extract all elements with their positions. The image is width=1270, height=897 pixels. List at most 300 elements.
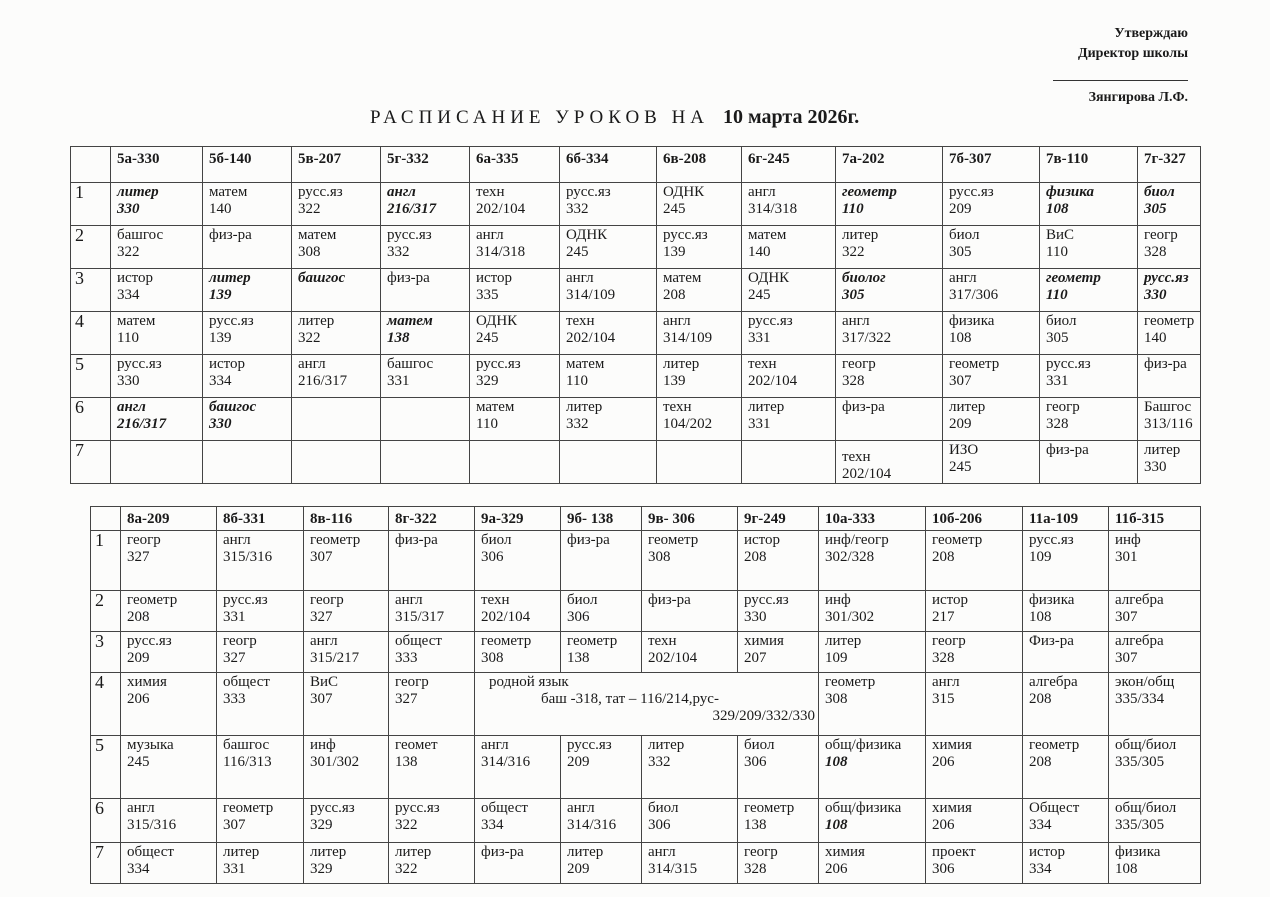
subject: матем: [117, 313, 156, 329]
subject: геогр: [744, 844, 778, 860]
subject: литер: [748, 399, 785, 415]
lesson-cell: [203, 398, 292, 441]
subject: Башгос: [1144, 399, 1192, 415]
lesson-cell: [560, 398, 657, 441]
lesson-cell: [304, 843, 389, 884]
lesson-cell: [475, 531, 561, 591]
lesson-cell: [292, 398, 381, 441]
subject: физ-ра: [648, 592, 691, 608]
class-header: 6а-335: [470, 147, 560, 183]
lesson-cell: [121, 673, 217, 736]
room: 202/104: [648, 650, 698, 666]
lesson-cell: [1040, 269, 1138, 312]
subject: русс.яз: [567, 737, 612, 753]
subject: геогр: [395, 674, 429, 690]
room: 140: [748, 244, 771, 260]
subject: химия: [825, 844, 865, 860]
lesson-cell: [1138, 226, 1201, 269]
subject: англ: [566, 270, 594, 286]
room: 330: [117, 201, 140, 217]
lesson-cell: [1138, 312, 1201, 355]
lesson-cell: [943, 355, 1040, 398]
subject: англ: [310, 633, 338, 649]
class-header: 9а-329: [475, 507, 561, 531]
subject: литер: [949, 399, 986, 415]
room: 322: [842, 244, 865, 260]
subject: башгос: [223, 737, 270, 753]
subject: алгебра: [1029, 674, 1078, 690]
subject: башгос: [298, 270, 346, 286]
lesson-cell: [1138, 398, 1201, 441]
room: 202/104: [842, 466, 892, 482]
header-corner: [91, 507, 121, 531]
lesson-cell: [742, 355, 836, 398]
room: 313/116: [1144, 416, 1193, 432]
table-row: [91, 799, 1201, 843]
subject: физ-ра: [1046, 442, 1089, 458]
room: 322: [298, 201, 321, 217]
subject: геометр: [481, 633, 532, 649]
room: 202/104: [566, 330, 616, 346]
table-row: [71, 226, 1201, 269]
room: 322: [395, 861, 418, 877]
lesson-cell: [926, 673, 1023, 736]
class-header: 5б-140: [203, 147, 292, 183]
lesson-cell: [470, 441, 560, 484]
signature-line: [1053, 64, 1188, 88]
room: 314/109: [566, 287, 616, 303]
subject: физика: [1029, 592, 1075, 608]
subject: физ-ра: [387, 270, 430, 286]
subject: геометр: [1046, 270, 1101, 286]
lesson-cell: [819, 843, 926, 884]
lesson-cell: [389, 632, 475, 673]
class-header: 7а-202: [836, 147, 943, 183]
subject: башгос: [387, 356, 434, 372]
subject: геометр: [648, 532, 699, 548]
subject: родной язык: [489, 674, 569, 690]
table-row: [71, 312, 1201, 355]
lesson-cell: [560, 355, 657, 398]
room-continued: 329/209/332/330: [712, 708, 815, 724]
room: 306: [567, 609, 590, 625]
lesson-cell: [389, 799, 475, 843]
subject: англ: [648, 844, 676, 860]
subject: русс.яз: [744, 592, 789, 608]
subject: русс.яз: [566, 184, 611, 200]
class-header: 5г-332: [381, 147, 470, 183]
room: 206: [127, 691, 150, 707]
subject: ОДНК: [663, 184, 705, 200]
class-header: 6г-245: [742, 147, 836, 183]
room: 110: [1046, 287, 1068, 303]
lesson-cell: [470, 269, 560, 312]
room: 138: [567, 650, 590, 666]
subject: русс.яз: [1046, 356, 1091, 372]
lesson-cell: [1023, 531, 1109, 591]
subject: ИЗО: [949, 442, 979, 458]
class-header: 7б-307: [943, 147, 1040, 183]
lesson-cell: [381, 226, 470, 269]
subject: русс.яз: [476, 356, 521, 372]
class-header: 11б-315: [1109, 507, 1201, 531]
room: 216/317: [117, 416, 167, 432]
room: 209: [949, 416, 972, 432]
lesson-cell: [926, 531, 1023, 591]
room: 305: [1144, 201, 1167, 217]
subject: русс.яз: [748, 313, 793, 329]
subject: истор: [209, 356, 246, 372]
lesson-cell: [1040, 355, 1138, 398]
lesson-cell: [381, 398, 470, 441]
lesson-cell: [121, 632, 217, 673]
room: 209: [127, 650, 150, 666]
subject: истор: [476, 270, 513, 286]
subject: биол: [744, 737, 775, 753]
lesson-cell: [111, 183, 203, 226]
room: 301/302: [825, 609, 875, 625]
lesson-number: 6: [91, 799, 121, 843]
lesson-number: 5: [91, 736, 121, 799]
class-header: 8г-322: [389, 507, 475, 531]
room: 329: [310, 861, 333, 877]
lesson-cell: [111, 269, 203, 312]
lesson-cell: [470, 355, 560, 398]
room: 217: [932, 609, 955, 625]
subject: башгос: [209, 399, 257, 415]
lesson-cell: [657, 355, 742, 398]
subject: литер: [209, 270, 251, 286]
lesson-cell: [926, 736, 1023, 799]
subject: литер: [566, 399, 603, 415]
header-row: [91, 507, 1201, 531]
room: 208: [744, 549, 767, 565]
lesson-cell: [561, 632, 642, 673]
subject: англ: [663, 313, 691, 329]
class-header: 9г-249: [738, 507, 819, 531]
title-text: РАСПИСАНИЕ УРОКОВ НА: [370, 107, 710, 128]
subject: техн: [842, 449, 871, 465]
lesson-number: 4: [91, 673, 121, 736]
room: 104/202: [663, 416, 713, 432]
subject: русс.яз: [663, 227, 708, 243]
subject: биолог: [842, 270, 886, 286]
room: 110: [476, 416, 498, 432]
room: 328: [932, 650, 955, 666]
subject: матем: [748, 227, 787, 243]
subject: матем: [298, 227, 337, 243]
lesson-cell: [121, 531, 217, 591]
schedule-table-lower: [90, 506, 1201, 884]
lesson-cell: [657, 312, 742, 355]
room: 305: [842, 287, 865, 303]
lesson-cell: [1040, 441, 1138, 484]
subject: Физ-ра: [1029, 633, 1074, 649]
lesson-cell: [292, 441, 381, 484]
subject: биол: [481, 532, 512, 548]
subject: литер: [663, 356, 700, 372]
subject: техн: [748, 356, 777, 372]
lesson-cell: [111, 226, 203, 269]
lesson-cell: [292, 312, 381, 355]
lesson-cell: [203, 355, 292, 398]
lesson-cell: [1109, 799, 1201, 843]
room: 331: [748, 330, 771, 346]
room: 322: [395, 817, 418, 833]
subject: англ: [298, 356, 326, 372]
class-header: 8б-331: [217, 507, 304, 531]
room: 314/316: [481, 754, 531, 770]
room: 209: [949, 201, 972, 217]
room: 307: [1115, 609, 1138, 625]
subject: химия: [932, 737, 972, 753]
class-header: 10б-206: [926, 507, 1023, 531]
subject: русс.яз: [127, 633, 172, 649]
lesson-cell: [560, 183, 657, 226]
lesson-cell: [304, 632, 389, 673]
subject: общест: [395, 633, 442, 649]
subject: физ-ра: [842, 399, 885, 415]
room: 245: [748, 287, 771, 303]
subject: химия: [744, 633, 784, 649]
subject: геогр: [127, 532, 161, 548]
room: 330: [1144, 459, 1167, 475]
lesson-cell: [738, 736, 819, 799]
lesson-cell: [642, 799, 738, 843]
room: 306: [744, 754, 767, 770]
subject: общест: [127, 844, 174, 860]
subject: геометр: [842, 184, 897, 200]
lesson-number: 1: [71, 183, 111, 226]
room: 245: [663, 201, 686, 217]
room: 334: [117, 287, 140, 303]
room: 335/334: [1115, 691, 1165, 707]
lesson-cell: [642, 531, 738, 591]
lesson-cell: [560, 441, 657, 484]
lesson-cell: [943, 269, 1040, 312]
subject: алгебра: [1115, 633, 1164, 649]
lesson-cell: [1109, 736, 1201, 799]
lesson-cell: [742, 183, 836, 226]
room: 306: [932, 861, 955, 877]
lesson-number: 1: [91, 531, 121, 591]
subject: матем: [663, 270, 702, 286]
lesson-cell: [292, 269, 381, 312]
lesson-cell: [819, 736, 926, 799]
subject: общест: [223, 674, 270, 690]
subject: геогр: [310, 592, 344, 608]
room: 208: [1029, 754, 1052, 770]
subject: истор: [932, 592, 969, 608]
lesson-cell: [1138, 183, 1201, 226]
room: 307: [1115, 650, 1138, 666]
subject: техн: [566, 313, 595, 329]
room: 308: [298, 244, 321, 260]
room: 334: [209, 373, 232, 389]
lesson-cell: [1109, 531, 1201, 591]
lesson-cell: [560, 226, 657, 269]
subject: русс.яз: [117, 356, 162, 372]
subject: физ-ра: [395, 532, 438, 548]
lesson-cell: [657, 226, 742, 269]
lesson-cell: [738, 632, 819, 673]
subject: матем: [209, 184, 248, 200]
lesson-cell: [389, 591, 475, 632]
lesson-cell: [561, 799, 642, 843]
subject: литер: [1144, 442, 1181, 458]
room: 202/104: [748, 373, 798, 389]
subject: русс.яз: [223, 592, 268, 608]
table-row: [71, 355, 1201, 398]
subject: русс.яз: [310, 800, 355, 816]
lesson-cell: [381, 441, 470, 484]
lesson-cell: [381, 355, 470, 398]
room: 305: [949, 244, 972, 260]
room: 328: [744, 861, 767, 877]
lesson-cell: [1023, 843, 1109, 884]
lesson-cell: [304, 591, 389, 632]
subject: инф: [1115, 532, 1141, 548]
subject: истор: [1029, 844, 1066, 860]
lesson-cell: [217, 591, 304, 632]
lesson-cell: [292, 355, 381, 398]
subject: физ-ра: [567, 532, 610, 548]
subject: общ/биол: [1115, 737, 1177, 753]
lesson-cell: [217, 736, 304, 799]
table-row: [91, 591, 1201, 632]
lesson-cell: [1040, 398, 1138, 441]
table-row: [91, 673, 1201, 736]
room: 139: [663, 244, 686, 260]
lesson-cell: [657, 398, 742, 441]
approval-line-1: Утверждаю: [1114, 26, 1188, 41]
room: 108: [825, 754, 848, 770]
subject: геометр: [1144, 313, 1195, 329]
lesson-cell: [819, 673, 926, 736]
lesson-number: 2: [91, 591, 121, 632]
lesson-cell: [304, 736, 389, 799]
room: 330: [209, 416, 232, 432]
lesson-cell: [819, 632, 926, 673]
lesson-cell: [121, 591, 217, 632]
subject: башгос: [117, 227, 164, 243]
subject: геогр: [932, 633, 966, 649]
subject: инф: [310, 737, 336, 753]
lesson-cell: [389, 531, 475, 591]
subject: литер: [298, 313, 335, 329]
class-header: 6б-334: [560, 147, 657, 183]
room: 110: [1046, 244, 1068, 260]
subject: геогр: [1046, 399, 1080, 415]
subject: геогр: [223, 633, 257, 649]
lesson-cell: [738, 799, 819, 843]
lesson-cell: [819, 531, 926, 591]
subject: геометр: [825, 674, 876, 690]
room: 208: [127, 609, 150, 625]
lesson-number: 5: [71, 355, 111, 398]
room: 334: [127, 861, 150, 877]
room: 331: [748, 416, 771, 432]
subject: биол: [648, 800, 679, 816]
subject: литер: [825, 633, 862, 649]
room: 330: [744, 609, 767, 625]
room: 328: [842, 373, 865, 389]
room: 333: [395, 650, 418, 666]
lesson-cell: [111, 312, 203, 355]
subject: истор: [744, 532, 781, 548]
room: 315/316: [127, 817, 177, 833]
subject: англ: [949, 270, 977, 286]
lesson-cell: [943, 441, 1040, 484]
subject: геомет: [395, 737, 438, 753]
subject: англ: [842, 313, 870, 329]
subject: алгебра: [1115, 592, 1164, 608]
lesson-cell: [943, 226, 1040, 269]
subject: геогр: [1144, 227, 1178, 243]
class-header: 8а-209: [121, 507, 217, 531]
room: 332: [387, 244, 410, 260]
lesson-cell: [926, 843, 1023, 884]
room: 327: [310, 609, 333, 625]
lesson-cell: [121, 736, 217, 799]
lesson-cell: [475, 591, 561, 632]
room: 333: [223, 691, 246, 707]
room: 331: [1046, 373, 1069, 389]
room: 202/104: [476, 201, 526, 217]
lesson-cell: [1023, 736, 1109, 799]
subject: физика: [949, 313, 995, 329]
lesson-number: 4: [71, 312, 111, 355]
lesson-cell: [642, 591, 738, 632]
subject: Общест: [1029, 800, 1080, 816]
lesson-cell: [304, 531, 389, 591]
lesson-cell: [742, 398, 836, 441]
room: 314/109: [663, 330, 713, 346]
room: 202/104: [481, 609, 531, 625]
room: 306: [648, 817, 671, 833]
lesson-cell-merged: [475, 673, 819, 736]
room: 335: [476, 287, 499, 303]
lesson-cell: [738, 531, 819, 591]
room: 331: [223, 609, 246, 625]
room: 139: [209, 330, 232, 346]
room: 328: [1144, 244, 1167, 260]
room: 108: [1029, 609, 1052, 625]
subject: физ-ра: [209, 227, 252, 243]
subject: матем: [387, 313, 433, 329]
lesson-cell: [561, 843, 642, 884]
class-header: 9в- 306: [642, 507, 738, 531]
subject: англ: [567, 800, 595, 816]
room: 216/317: [298, 373, 348, 389]
lesson-cell: [1109, 632, 1201, 673]
lesson-cell: [475, 843, 561, 884]
room: 308: [481, 650, 504, 666]
room: 109: [1029, 549, 1052, 565]
room: 110: [566, 373, 588, 389]
page-title: [370, 106, 859, 129]
room: 138: [744, 817, 767, 833]
header-corner: [71, 147, 111, 183]
subject: русс.яз: [1144, 270, 1189, 286]
room: 138: [395, 754, 418, 770]
table-row: [71, 183, 1201, 226]
room: 308: [648, 549, 671, 565]
lesson-cell: [1138, 355, 1201, 398]
room: 327: [223, 650, 246, 666]
lesson-cell: [943, 183, 1040, 226]
room: 315: [932, 691, 955, 707]
